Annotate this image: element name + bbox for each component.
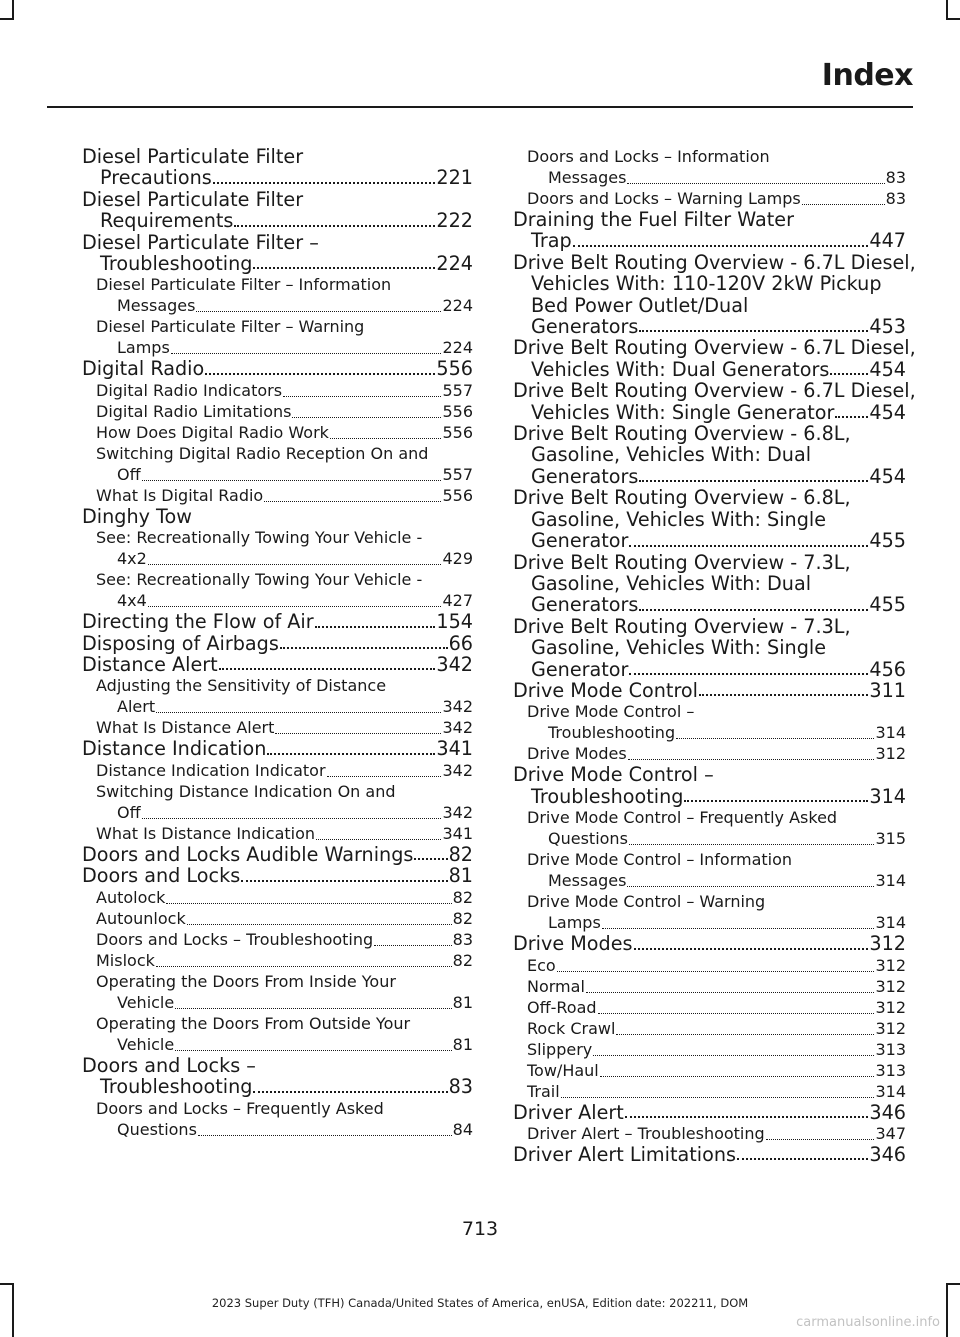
entry-text: Eco (527, 955, 556, 975)
entry-text: Doors and Locks – Frequently Asked (96, 1098, 384, 1118)
entry-text: Generators (531, 593, 639, 617)
entry-page-number: 221 (436, 166, 473, 190)
entry-text: Switching Distance Indication On and (96, 781, 396, 801)
entry-page-number: 314 (875, 723, 906, 743)
entry-text: Lamps (548, 913, 601, 933)
entry-page-number: 312 (869, 932, 906, 956)
crop-mark-top-left (12, 0, 14, 20)
entry-text: Drive Belt Routing Overview - 6.7L Diesel, (513, 379, 916, 403)
index-entry (513, 250, 916, 339)
index-entry (82, 506, 473, 527)
crop-mark-top-right (946, 0, 948, 20)
entry-text: Requirements (100, 209, 234, 233)
entry-page-number: 313 (875, 1060, 906, 1080)
entry-text: Slippery (527, 1039, 593, 1059)
dot-leader (330, 437, 442, 439)
dot-leader (253, 266, 435, 269)
dot-leader (625, 1115, 869, 1118)
entry-text: Off (117, 802, 141, 822)
dot-leader (835, 415, 868, 418)
page-title: Index (821, 58, 913, 93)
entry-page-number: 341 (436, 737, 473, 761)
header-rule (47, 106, 913, 108)
dot-leader (676, 737, 874, 739)
crop-mark-bottom-right (946, 1283, 960, 1285)
dot-leader (639, 479, 868, 482)
entry-text: Drive Belt Routing Overview - 6.8L, (513, 422, 851, 446)
entry-text: Operating the Doors From Inside Your (96, 971, 396, 991)
entry-text: Gasoline, Vehicles With: Dual (531, 571, 812, 595)
entry-text: Drive Mode Control – Frequently Asked (527, 808, 838, 828)
entry-text: Messages (548, 168, 627, 187)
entry-page-number: 224 (442, 338, 473, 358)
entry-text: Vehicle (117, 1034, 175, 1054)
dot-leader (629, 544, 868, 547)
entry-page-number: 557 (442, 464, 473, 484)
index-subentry (513, 743, 906, 764)
entry-text: Diesel Particulate Filter – (82, 230, 319, 254)
index-subentry (513, 807, 906, 849)
dot-leader (315, 625, 436, 628)
dot-leader (830, 372, 868, 375)
entry-text: Gasoline, Vehicles With: Dual (531, 443, 812, 467)
entry-page-number: 556 (442, 485, 473, 505)
entry-page-number: 342 (442, 718, 473, 738)
entry-text: Precautions (100, 166, 212, 190)
index-subentry (82, 485, 473, 506)
entry-text: Troubleshooting (100, 252, 253, 276)
entry-text: What Is Digital Radio (96, 485, 264, 505)
entry-text: Questions (548, 829, 628, 849)
entry-text: Vehicles With: 110-120V 2kW Pickup (531, 272, 882, 296)
index-subentry (513, 891, 906, 933)
dot-leader (142, 479, 442, 481)
dot-leader (639, 329, 868, 332)
dot-leader (156, 965, 452, 967)
entry-text: What Is Distance Alert (96, 718, 275, 738)
entry-text: Drive Mode Control – Information (527, 850, 793, 870)
index-subentry (82, 422, 473, 443)
entry-text: 4x2 (117, 549, 147, 569)
index-entry (82, 358, 473, 379)
entry-text: Drive Belt Routing Overview - 6.7L Diesel, (513, 336, 916, 360)
entry-page-number: 556 (442, 422, 473, 442)
entry-page-number: 453 (869, 315, 906, 339)
dot-leader (600, 1075, 875, 1077)
entry-page-number: 313 (875, 1039, 906, 1059)
dot-leader (616, 1033, 874, 1035)
dot-leader (166, 902, 451, 904)
entry-text: Diesel Particulate Filter (82, 187, 304, 211)
entry-page-number: 315 (875, 829, 906, 849)
dot-leader (684, 799, 868, 802)
entry-text: Drive Mode Control – (513, 763, 714, 787)
index-subentry (82, 1098, 473, 1140)
index-subentry (82, 887, 473, 908)
entry-text: Disposing of Airbags (82, 631, 279, 655)
dot-leader (586, 991, 875, 993)
dot-leader (156, 711, 441, 713)
dot-leader (267, 752, 435, 755)
entry-text: Trap (531, 229, 572, 253)
dot-leader (213, 181, 436, 184)
index-column-right (513, 146, 916, 1166)
entry-text: Adjusting the Sensitivity of Distance (96, 676, 387, 696)
entry-text: Operating the Doors From Outside Your (96, 1013, 411, 1033)
dot-leader (316, 838, 441, 840)
dot-leader (142, 817, 442, 819)
entry-page-number: 314 (875, 1081, 906, 1101)
entry-page-number: 454 (869, 400, 906, 424)
entry-page-number: 342 (442, 697, 473, 717)
index-entry (82, 232, 473, 275)
dot-leader (280, 646, 448, 649)
entry-page-number: 82 (452, 908, 473, 928)
dot-leader (414, 857, 447, 860)
index-entry (82, 654, 473, 675)
index-entry (513, 616, 906, 680)
dot-leader (196, 310, 441, 312)
index-subentry (513, 1018, 906, 1039)
index-subentry (513, 188, 906, 209)
entry-page-number: 347 (875, 1123, 906, 1143)
entry-text: Distance Indication Indicator (96, 760, 326, 780)
index-subentry (82, 908, 473, 929)
entry-text: Drive Mode Control (513, 678, 698, 702)
index-subentry (513, 1060, 906, 1081)
entry-text: Generators (531, 315, 639, 339)
entry-text: Digital Radio Indicators (96, 380, 283, 400)
index-subentry (82, 527, 473, 569)
index-entry (82, 146, 473, 189)
index-entry (513, 933, 906, 954)
entry-page-number: 314 (869, 784, 906, 808)
entry-text: See: Recreationally Towing Your Vehicle - (96, 528, 423, 548)
entry-page-number: 312 (875, 955, 906, 975)
entry-text: Doors and Locks – Troubleshooting (96, 929, 374, 949)
entry-page-number: 83 (885, 189, 906, 208)
entry-text: Directing the Flow of Air (82, 610, 314, 634)
entry-page-number: 341 (442, 823, 473, 843)
dot-leader (234, 224, 435, 227)
index-entry (513, 764, 906, 807)
entry-page-number: 456 (869, 657, 906, 681)
index-entry (513, 487, 906, 551)
dot-leader (629, 843, 875, 845)
dot-leader (561, 1096, 875, 1098)
index-subentry (513, 701, 906, 743)
entry-page-number: 312 (875, 976, 906, 996)
entry-text: Drive Belt Routing Overview - 7.3L, (513, 550, 851, 574)
entry-text: See: Recreationally Towing Your Vehicle - (96, 570, 423, 590)
entry-page-number: 311 (869, 678, 906, 702)
crop-mark-bottom-left (12, 1283, 14, 1337)
index-subentry (82, 1013, 473, 1055)
crop-mark-bottom-left (0, 1283, 14, 1285)
entry-text: 4x4 (117, 591, 147, 611)
entry-text: Digital Radio Limitations (96, 401, 292, 421)
entry-text: Off (117, 464, 141, 484)
index-entry (513, 1102, 906, 1123)
dot-leader (264, 500, 441, 502)
index-entry (513, 423, 906, 487)
entry-text: Drive Belt Routing Overview - 7.3L, (513, 614, 851, 638)
index-subentry (82, 380, 473, 401)
index-subentry (82, 823, 473, 844)
index-subentry (513, 146, 906, 188)
index-entry (82, 189, 473, 232)
entry-page-number: 454 (869, 464, 906, 488)
entry-page-number: 312 (875, 1018, 906, 1038)
entry-page-number: 81 (452, 992, 473, 1012)
entry-page-number: 224 (436, 252, 473, 276)
dot-leader (629, 672, 868, 675)
index-entry (82, 611, 473, 632)
index-entry (513, 379, 916, 424)
entry-text: Driver Alert (513, 1100, 624, 1124)
entry-text: Trail (527, 1081, 560, 1101)
entry-page-number: 66 (448, 631, 473, 655)
entry-page-number: 342 (442, 760, 473, 780)
page-number: 713 (461, 1218, 499, 1240)
entry-page-number: 82 (448, 842, 473, 866)
entry-text: Doors and Locks – Warning Lamps (527, 189, 801, 208)
index-subentry (513, 997, 906, 1018)
entry-page-number: 447 (869, 229, 906, 253)
entry-text: Rock Crawl (527, 1018, 616, 1038)
entry-text: Doors and Locks Audible Warnings (82, 842, 414, 866)
entry-text: Doors and Locks (82, 864, 241, 888)
index-entry (513, 680, 906, 701)
dot-leader (148, 563, 442, 565)
entry-text: Distance Alert (82, 653, 218, 677)
entry-text: Vehicles With: Dual Generators (531, 357, 830, 381)
index-entry (513, 552, 906, 616)
index-subentry (513, 849, 906, 891)
entry-text: Vehicle (117, 992, 175, 1012)
entry-text: Gasoline, Vehicles With: Single (531, 636, 827, 660)
edition-footer: 2023 Super Duty (TFH) Canada/United States of America, enUSA, Edition date: 202211, DOM (211, 1296, 749, 1310)
entry-text: Distance Indication (82, 737, 267, 761)
entry-page-number: 312 (875, 997, 906, 1017)
dot-leader (628, 758, 875, 760)
entry-text: Doors and Locks – (82, 1053, 256, 1077)
dot-leader (639, 608, 868, 611)
entry-page-number: 556 (436, 357, 473, 381)
entry-page-number: 346 (869, 1142, 906, 1166)
entry-text: Generators (531, 464, 639, 488)
entry-text: Messages (117, 296, 196, 316)
entry-text: Autounlock (96, 908, 186, 928)
entry-text: Doors and Locks – Information (527, 147, 770, 166)
index-entry (82, 844, 473, 865)
crop-mark-bottom-right (946, 1283, 948, 1337)
entry-text: Drive Modes (513, 932, 633, 956)
entry-page-number: 427 (442, 591, 473, 611)
dot-leader (205, 372, 435, 375)
entry-page-number: 342 (442, 802, 473, 822)
entry-text: Troubleshooting (548, 723, 676, 743)
index-entry (82, 633, 473, 654)
index-subentry (82, 569, 473, 611)
entry-text: Questions (117, 1119, 197, 1139)
index-subentry (513, 1123, 906, 1144)
index-subentry (82, 971, 473, 1013)
index-subentry (82, 760, 473, 781)
index-entry (513, 336, 916, 381)
entry-page-number: 82 (452, 887, 473, 907)
entry-page-number: 224 (442, 296, 473, 316)
entry-page-number: 81 (448, 864, 473, 888)
dot-leader (175, 1007, 451, 1009)
dot-leader (292, 416, 441, 418)
entry-page-number: 83 (448, 1075, 473, 1099)
index-subentry (82, 443, 473, 485)
dot-leader (627, 182, 884, 184)
index-subentry (82, 929, 473, 950)
entry-text: Dinghy Tow (82, 504, 192, 528)
entry-text: Troubleshooting (100, 1075, 253, 1099)
dot-leader (219, 667, 436, 670)
dot-leader (627, 885, 874, 887)
entry-text: Lamps (117, 338, 170, 358)
dot-leader (699, 693, 868, 696)
index-entry (513, 209, 906, 252)
entry-text: Diesel Particulate Filter – Warning (96, 317, 365, 337)
index-subentry (82, 950, 473, 971)
index-entry (82, 1055, 473, 1098)
entry-page-number: 314 (875, 913, 906, 933)
entry-page-number: 83 (885, 168, 906, 187)
dot-leader (374, 944, 451, 946)
entry-text: Driver Alert – Troubleshooting (527, 1123, 765, 1143)
entry-text: Bed Power Outlet/Dual (531, 293, 749, 317)
entry-text: Alert (117, 697, 156, 717)
dot-leader (241, 879, 447, 882)
dot-leader (602, 927, 875, 929)
index-subentry (513, 976, 906, 997)
entry-text: Vehicles With: Single Generator (531, 400, 835, 424)
index-subentry (82, 717, 473, 738)
index-subentry (513, 1039, 906, 1060)
entry-text: Drive Belt Routing Overview - 6.8L, (513, 486, 851, 510)
entry-text: Normal (527, 976, 585, 996)
index-subentry (82, 675, 473, 717)
dot-leader (573, 244, 869, 247)
entry-page-number: 314 (875, 871, 906, 891)
entry-page-number: 222 (436, 209, 473, 233)
entry-page-number: 81 (452, 1034, 473, 1054)
dot-leader (175, 1049, 451, 1051)
entry-text: Messages (548, 871, 627, 891)
entry-page-number: 154 (436, 610, 473, 634)
entry-text: Drive Mode Control – (527, 702, 695, 722)
entry-text: Digital Radio (82, 357, 205, 381)
entry-page-number: 84 (452, 1119, 473, 1139)
dot-leader (737, 1157, 868, 1160)
dot-leader (198, 1134, 452, 1136)
entry-text: Drive Belt Routing Overview - 6.7L Diesel, (513, 250, 916, 274)
dot-leader (598, 1012, 875, 1014)
entry-page-number: 429 (442, 549, 473, 569)
index-entry (82, 738, 473, 759)
entry-page-number: 342 (436, 653, 473, 677)
entry-text: Troubleshooting (531, 784, 684, 808)
entry-page-number: 82 (452, 950, 473, 970)
entry-page-number: 556 (442, 401, 473, 421)
entry-text: Switching Digital Radio Reception On and (96, 443, 429, 463)
entry-text: Mislock (96, 950, 155, 970)
entry-text: Driver Alert Limitations (513, 1142, 736, 1166)
entry-text: Drive Modes (527, 744, 627, 764)
index-entry (513, 1144, 906, 1165)
entry-page-number: 312 (875, 744, 906, 764)
index-subentry (513, 1081, 906, 1102)
entry-text: Draining the Fuel Filter Water (513, 208, 794, 231)
index-subentry (82, 781, 473, 823)
dot-leader (171, 352, 442, 354)
entry-text: Diesel Particulate Filter (82, 145, 304, 168)
dot-leader (253, 1090, 447, 1093)
watermark: carmanualsonline.info (796, 1315, 940, 1330)
dot-leader (275, 732, 441, 734)
index-subentry (82, 274, 473, 316)
index-entry (82, 865, 473, 886)
entry-text: What Is Distance Indication (96, 823, 316, 843)
entry-page-number: 346 (869, 1100, 906, 1124)
entry-page-number: 455 (869, 529, 906, 553)
entry-text: Autolock (96, 887, 166, 907)
entry-text: Generator (531, 657, 629, 681)
entry-text: Gasoline, Vehicles With: Single (531, 507, 827, 531)
entry-page-number: 455 (869, 593, 906, 617)
entry-text: Drive Mode Control – Warning (527, 892, 766, 912)
dot-leader (593, 1054, 874, 1056)
entry-text: Off-Road (527, 997, 597, 1017)
crop-mark-top-right (946, 18, 960, 20)
dot-leader (557, 970, 875, 972)
entry-text: Generator (531, 529, 629, 553)
index-column-left (82, 146, 473, 1140)
crop-mark-top-left (0, 18, 14, 20)
index-subentry (82, 401, 473, 422)
entry-text: Tow/Haul (527, 1060, 599, 1080)
index-subentry (82, 316, 473, 358)
dot-leader (327, 775, 442, 777)
entry-page-number: 454 (869, 357, 906, 381)
dot-leader (187, 923, 452, 925)
entry-text: Diesel Particulate Filter – Information (96, 275, 392, 295)
entry-text: How Does Digital Radio Work (96, 422, 329, 442)
entry-page-number: 83 (452, 929, 473, 949)
dot-leader (634, 947, 869, 950)
dot-leader (766, 1138, 875, 1140)
entry-page-number: 557 (442, 380, 473, 400)
dot-leader (283, 395, 441, 397)
dot-leader (802, 203, 885, 205)
dot-leader (148, 605, 442, 607)
index-subentry (513, 955, 906, 976)
